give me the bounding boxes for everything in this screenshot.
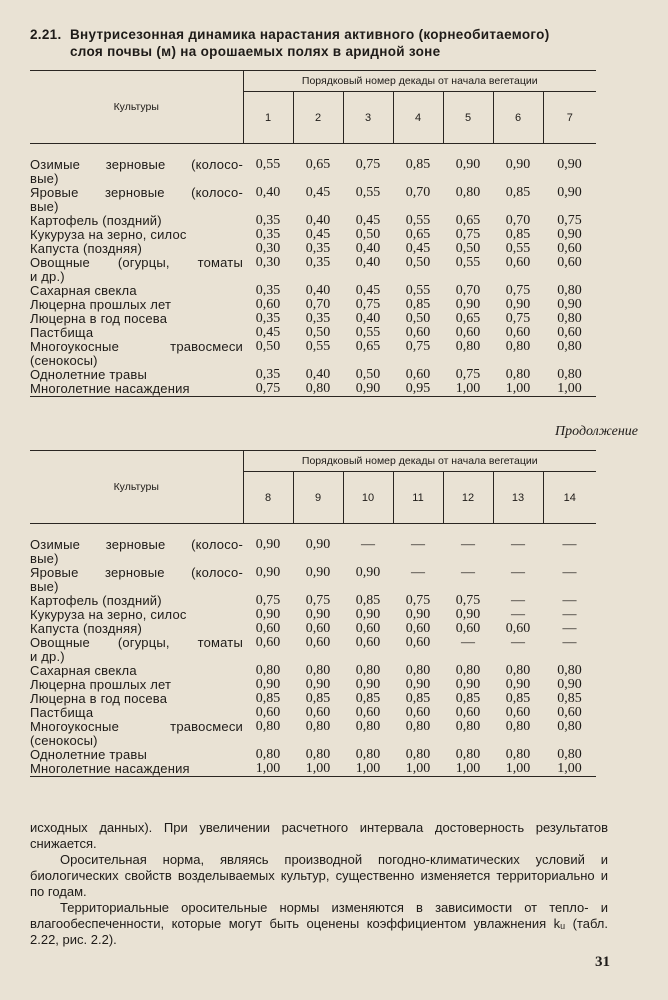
depth-value: 0,80	[255, 663, 281, 678]
depth-value: 0,80	[255, 747, 281, 762]
depth-value: 0,80	[355, 719, 381, 734]
depth-value: 0,80	[455, 185, 481, 200]
depth-value: 1,00	[493, 762, 543, 777]
crop-name-continuation: вые)	[30, 199, 59, 214]
depth-value: 0,75	[455, 367, 481, 382]
depth-value: 0,60	[557, 325, 582, 340]
crop-name	[30, 608, 243, 622]
crop-name-line: Пастбища	[30, 705, 94, 720]
depth-value: 0,85	[505, 185, 531, 200]
crop-name-line: Сахарная свекла	[30, 283, 137, 298]
crop-name	[30, 312, 243, 326]
depth-value: 0,60	[255, 635, 281, 650]
depth-value: 0,90	[455, 607, 481, 622]
depth-value: 0,40	[355, 255, 381, 270]
crop-name	[30, 664, 243, 678]
depth-value: 0,50	[455, 241, 481, 256]
depth-value: 0,35	[305, 255, 331, 270]
depth-value: 0,50	[355, 367, 381, 382]
depth-value: 0,60	[505, 255, 531, 270]
crop-name-continuation: вые)	[30, 171, 59, 186]
crop-name-line: Кукуруза на зерно, силос	[30, 607, 187, 622]
crop-name-line: Сахарная свекла	[30, 663, 137, 678]
depth-value: 0,40	[255, 185, 281, 200]
crop-name-line: Пастбища	[30, 325, 94, 340]
depth-value: 0,80	[505, 367, 531, 382]
crop-name	[30, 214, 243, 228]
decade-column-header: 7	[543, 92, 596, 144]
depth-value: 0,90	[455, 677, 481, 692]
depth-value: 0,90	[405, 677, 431, 692]
crop-name	[30, 622, 243, 636]
table-row	[30, 664, 596, 678]
table-row	[30, 284, 596, 298]
depth-value: 0,85	[305, 691, 331, 706]
crop-name-continuation: вые)	[30, 551, 59, 566]
depth-value: 0,60	[255, 705, 281, 720]
depth-value: 0,45	[355, 213, 381, 228]
crop-name	[30, 720, 243, 748]
depth-value: 1,00	[443, 762, 493, 777]
depth-value: 0,75	[405, 339, 431, 354]
depth-value: 0,90	[405, 607, 431, 622]
table-row	[30, 242, 596, 256]
table-row	[30, 706, 596, 720]
depth-value: 0,60	[305, 635, 331, 650]
crop-name	[30, 326, 243, 340]
crop-name-line: Капуста (поздняя)	[30, 621, 143, 636]
crop-name-line: Люцерна прошлых лет	[30, 677, 172, 692]
decade-column-header: 14	[543, 472, 596, 524]
depth-value: 0,35	[305, 311, 331, 326]
depth-value: 0,90	[455, 157, 481, 172]
depth-value: 0,70	[505, 213, 531, 228]
crop-name-line: Однолетние травы	[30, 367, 148, 382]
depth-value: 0,55	[255, 157, 281, 172]
crop-name	[30, 228, 243, 242]
table-row	[30, 214, 596, 228]
decade-column-header: 12	[443, 472, 493, 524]
table-row	[30, 368, 596, 382]
depth-value: 0,85	[505, 691, 531, 706]
crop-column-header: Культуры	[30, 71, 243, 144]
depth-value: 0,90	[305, 565, 331, 580]
depth-value: 0,35	[255, 227, 281, 242]
crop-name	[30, 340, 243, 368]
crop-name-line: Многолетние насаждения	[30, 761, 190, 776]
crop-name	[30, 256, 243, 284]
crop-name	[30, 368, 243, 382]
depth-value: 0,80	[293, 382, 343, 397]
depth-value: 0,60	[557, 255, 582, 270]
depth-value: —	[461, 537, 475, 552]
depth-value: 0,75	[355, 297, 381, 312]
decade-column-header: 13	[493, 472, 543, 524]
depth-value: 1,00	[543, 382, 596, 397]
depth-value: 0,60	[455, 621, 481, 636]
depth-value: —	[511, 537, 525, 552]
depth-value: 0,45	[405, 241, 431, 256]
crop-name	[30, 706, 243, 720]
depth-value: 0,75	[243, 382, 293, 397]
depth-value: 0,90	[557, 677, 582, 692]
depth-value: 1,00	[443, 382, 493, 397]
decade-column-header: 3	[343, 92, 393, 144]
depth-value: 0,65	[305, 157, 331, 172]
depth-value: 0,80	[355, 663, 381, 678]
depth-value: 0,90	[557, 297, 582, 312]
crop-name-continuation: и др.)	[30, 269, 65, 284]
rooting-depth-table-decades-1-7	[30, 70, 596, 397]
depth-value: 0,60	[405, 635, 431, 650]
depth-value: —	[562, 607, 577, 622]
table-row	[30, 382, 596, 397]
depth-value: 0,35	[305, 241, 331, 256]
table-row	[30, 256, 596, 284]
depth-value: 0,90	[355, 677, 381, 692]
depth-value: 0,45	[355, 283, 381, 298]
decade-column-header: 10	[343, 472, 393, 524]
crop-name	[30, 594, 243, 608]
depth-value: 0,80	[557, 719, 582, 734]
depth-value: 0,80	[557, 311, 582, 326]
crop-name-line: Люцерна в год посева	[30, 691, 168, 706]
depth-value: 0,80	[455, 339, 481, 354]
depth-value: 0,60	[455, 325, 481, 340]
depth-value: 0,60	[557, 705, 582, 720]
crop-name-line: Яровые зерновые (колосо-	[30, 565, 243, 580]
decade-column-header: 6	[493, 92, 543, 144]
depth-value: 0,35	[255, 213, 281, 228]
crop-name-line: Овощные (огурцы, томаты	[30, 635, 243, 650]
depth-value: 0,85	[455, 691, 481, 706]
depth-value: 0,60	[557, 241, 582, 256]
crop-name	[30, 748, 243, 762]
depth-value: 0,30	[255, 255, 281, 270]
crop-name-continuation: (сенокосы)	[30, 353, 98, 368]
table-row	[30, 158, 596, 186]
depth-value: 1,00	[343, 762, 393, 777]
depth-value: 0,85	[355, 691, 381, 706]
table-row	[30, 186, 596, 214]
depth-value: 0,45	[305, 185, 331, 200]
depth-value: 0,70	[305, 297, 331, 312]
depth-value: 0,35	[255, 311, 281, 326]
crop-name-line: Яровые зерновые (колосо-	[30, 185, 243, 200]
depth-value: —	[361, 537, 375, 552]
paragraph-3: Территориальные оросительные нормы изменяются в зависимости от тепло- и влагообеспеченности, которые могут быть оценены коэффициентом увлажнения kᵤ (табл. 2.22, рис. 2.2).	[30, 900, 608, 947]
decade-column-header: 9	[293, 472, 343, 524]
crop-name	[30, 382, 243, 397]
depth-value: 0,95	[393, 382, 443, 397]
depth-value: 0,40	[305, 283, 331, 298]
depth-value: 1,00	[393, 762, 443, 777]
depth-value: 0,60	[305, 705, 331, 720]
table-row	[30, 298, 596, 312]
crop-name-line: Однолетние травы	[30, 747, 148, 762]
table-row	[30, 636, 596, 664]
table-row	[30, 622, 596, 636]
depth-value: 0,55	[505, 241, 531, 256]
depth-value: 0,80	[557, 747, 582, 762]
crop-name-line: Люцерна в год посева	[30, 311, 168, 326]
depth-value: 0,90	[305, 677, 331, 692]
table-number: 2.21.	[30, 27, 62, 42]
crop-name-continuation: и др.)	[30, 649, 65, 664]
decade-column-header: 5	[443, 92, 493, 144]
depth-value: 0,90	[557, 185, 582, 200]
decade-group-header: Порядковый номер декады от начала вегетации	[243, 71, 596, 92]
table-row	[30, 678, 596, 692]
crop-name-line: Многоукосные травосмеси	[30, 339, 243, 354]
page-number: 31	[595, 954, 610, 970]
depth-value: 0,90	[305, 607, 331, 622]
depth-value: 0,55	[405, 283, 431, 298]
depth-value: 0,70	[455, 283, 481, 298]
depth-value: 0,80	[305, 663, 331, 678]
depth-value: 0,90	[255, 677, 281, 692]
crop-name	[30, 566, 243, 594]
depth-value: 0,60	[255, 297, 281, 312]
crop-name	[30, 762, 243, 777]
table-row	[30, 720, 596, 748]
depth-value: 0,80	[505, 663, 531, 678]
depth-value: 0,60	[405, 325, 431, 340]
depth-value: 0,65	[455, 311, 481, 326]
depth-value: 0,60	[405, 367, 431, 382]
depth-value: 0,80	[557, 367, 582, 382]
depth-value: 0,80	[455, 719, 481, 734]
crop-name-line: Кукуруза на зерно, силос	[30, 227, 187, 242]
table-row	[30, 228, 596, 242]
depth-value: 0,90	[305, 537, 331, 552]
crop-name-line: Озимые зерновые (колосо-	[30, 157, 243, 172]
table-row	[30, 538, 596, 566]
depth-value: 0,50	[305, 325, 331, 340]
depth-value: 0,75	[255, 593, 281, 608]
depth-value: 0,55	[455, 255, 481, 270]
depth-value: 0,60	[255, 621, 281, 636]
decade-column-header: 2	[293, 92, 343, 144]
depth-value: 0,75	[557, 213, 582, 228]
depth-value: 0,60	[405, 621, 431, 636]
depth-value: 0,90	[505, 297, 531, 312]
depth-value: 0,75	[305, 593, 331, 608]
depth-value: 1,00	[293, 762, 343, 777]
crop-name-line: Овощные (огурцы, томаты	[30, 255, 243, 270]
depth-value: —	[511, 593, 525, 608]
depth-value: 0,40	[355, 241, 381, 256]
caption-line-2: слоя почвы (м) на орошаемых полях в аридной зоне	[70, 44, 441, 59]
crop-name	[30, 158, 243, 186]
crop-name	[30, 186, 243, 214]
depth-value: 0,70	[405, 185, 431, 200]
depth-value: 0,90	[455, 297, 481, 312]
depth-value: 1,00	[493, 382, 543, 397]
depth-value: 0,85	[405, 297, 431, 312]
table-row	[30, 608, 596, 622]
depth-value: —	[411, 565, 425, 580]
crop-name-line: Люцерна прошлых лет	[30, 297, 172, 312]
crop-name-line: Капуста (поздняя)	[30, 241, 143, 256]
depth-value: 0,90	[505, 157, 531, 172]
depth-value: 0,90	[255, 565, 281, 580]
depth-value: 0,55	[355, 325, 381, 340]
paragraph-1: исходных данных). При увеличении расчетного интервала достоверность результатов снижается.	[30, 820, 608, 851]
depth-value: 0,90	[557, 157, 582, 172]
depth-value: 0,90	[343, 382, 393, 397]
crop-name-continuation: (сенокосы)	[30, 733, 98, 748]
depth-value: 0,75	[455, 227, 481, 242]
depth-value: —	[562, 621, 577, 636]
depth-value: 0,90	[505, 677, 531, 692]
depth-value: 0,80	[505, 339, 531, 354]
decade-column-header: 4	[393, 92, 443, 144]
depth-value: —	[562, 593, 577, 608]
depth-value: 0,85	[505, 227, 531, 242]
table-row	[30, 340, 596, 368]
depth-value: 0,65	[455, 213, 481, 228]
depth-value: 0,85	[405, 157, 431, 172]
depth-value: —	[562, 537, 577, 552]
depth-value: 1,00	[543, 762, 596, 777]
depth-value: 0,60	[405, 705, 431, 720]
depth-value: 0,60	[305, 621, 331, 636]
table-row	[30, 326, 596, 340]
depth-value: —	[461, 565, 475, 580]
paragraph-2: Оросительная норма, являясь производной погодно-климатических условий и биологических свойств возделываемых культур, существенно изменяется территориально и по годам.	[30, 852, 608, 899]
depth-value: 0,60	[505, 621, 531, 636]
depth-value: 0,90	[255, 537, 281, 552]
crop-name-line: Картофель (поздний)	[30, 593, 162, 608]
depth-value: 0,85	[355, 593, 381, 608]
depth-value: 0,55	[305, 339, 331, 354]
depth-value: 0,45	[255, 325, 281, 340]
table-row	[30, 692, 596, 706]
depth-value: —	[511, 565, 525, 580]
depth-value: 0,40	[305, 213, 331, 228]
depth-value: 0,80	[505, 719, 531, 734]
depth-value: 0,75	[455, 593, 481, 608]
crop-name	[30, 538, 243, 566]
depth-value: —	[562, 565, 577, 580]
crop-name-line: Многоукосные травосмеси	[30, 719, 243, 734]
depth-value: 0,75	[355, 157, 381, 172]
depth-value: 0,50	[355, 227, 381, 242]
depth-value: 0,40	[305, 367, 331, 382]
table-row	[30, 748, 596, 762]
rooting-depth-table-decades-8-14	[30, 450, 596, 777]
depth-value: —	[562, 635, 577, 650]
depth-value: 0,80	[405, 747, 431, 762]
depth-value: 0,80	[505, 747, 531, 762]
table-row	[30, 762, 596, 777]
continued-label: Продолжение	[555, 424, 638, 439]
depth-value: 0,35	[255, 367, 281, 382]
caption-line-1: Внутрисезонная динамика нарастания активного (корнеобитаемого)	[70, 27, 550, 42]
depth-value: —	[411, 537, 425, 552]
depth-value: 0,75	[505, 311, 531, 326]
depth-value: —	[461, 635, 475, 650]
crop-name	[30, 636, 243, 664]
crop-name	[30, 284, 243, 298]
depth-value: 0,45	[305, 227, 331, 242]
decade-group-header: Порядковый номер декады от начала вегетации	[243, 451, 596, 472]
crop-column-header: Культуры	[30, 451, 243, 524]
depth-value: 0,85	[405, 691, 431, 706]
depth-value: 0,80	[255, 719, 281, 734]
depth-value: 0,80	[305, 747, 331, 762]
depth-value: 0,80	[405, 719, 431, 734]
depth-value: 0,50	[255, 339, 281, 354]
depth-value: 0,60	[505, 705, 531, 720]
crop-name-continuation: вые)	[30, 579, 59, 594]
depth-value: 0,60	[505, 325, 531, 340]
depth-value: 0,35	[255, 283, 281, 298]
depth-value: 0,80	[557, 283, 582, 298]
depth-value: 0,90	[557, 227, 582, 242]
depth-value: 0,80	[455, 663, 481, 678]
depth-value: —	[511, 607, 525, 622]
depth-value: 0,40	[355, 311, 381, 326]
depth-value: 0,90	[355, 607, 381, 622]
table-row	[30, 594, 596, 608]
depth-value: 0,55	[355, 185, 381, 200]
depth-value: 0,60	[455, 705, 481, 720]
depth-value: 0,60	[355, 705, 381, 720]
decade-column-header: 8	[243, 472, 293, 524]
crop-name	[30, 678, 243, 692]
depth-value: 0,85	[557, 691, 582, 706]
depth-value: 0,60	[355, 635, 381, 650]
depth-value: 0,30	[255, 241, 281, 256]
depth-value: 0,80	[405, 663, 431, 678]
depth-value: 0,85	[255, 691, 281, 706]
depth-value: 0,65	[355, 339, 381, 354]
crop-name-line: Озимые зерновые (колосо-	[30, 537, 243, 552]
table-row	[30, 566, 596, 594]
table-row	[30, 312, 596, 326]
crop-name-line: Картофель (поздний)	[30, 213, 162, 228]
depth-value: 0,80	[455, 747, 481, 762]
depth-value: 1,00	[243, 762, 293, 777]
depth-value: 0,55	[405, 213, 431, 228]
crop-name-line: Многолетние насаждения	[30, 381, 190, 396]
depth-value: 0,75	[505, 283, 531, 298]
depth-value: 0,80	[355, 747, 381, 762]
depth-value: 0,65	[405, 227, 431, 242]
depth-value: —	[511, 635, 525, 650]
depth-value: 0,75	[405, 593, 431, 608]
depth-value: 0,50	[405, 255, 431, 270]
table-caption	[30, 26, 630, 60]
depth-value: 0,90	[255, 607, 281, 622]
decade-column-header: 11	[393, 472, 443, 524]
crop-name	[30, 692, 243, 706]
depth-value: 0,80	[557, 339, 582, 354]
decade-column-header: 1	[243, 92, 293, 144]
crop-name	[30, 298, 243, 312]
depth-value: 0,80	[557, 663, 582, 678]
depth-value: 0,50	[405, 311, 431, 326]
crop-name	[30, 242, 243, 256]
depth-value: 0,80	[305, 719, 331, 734]
depth-value: 0,90	[355, 565, 381, 580]
depth-value: 0,60	[355, 621, 381, 636]
